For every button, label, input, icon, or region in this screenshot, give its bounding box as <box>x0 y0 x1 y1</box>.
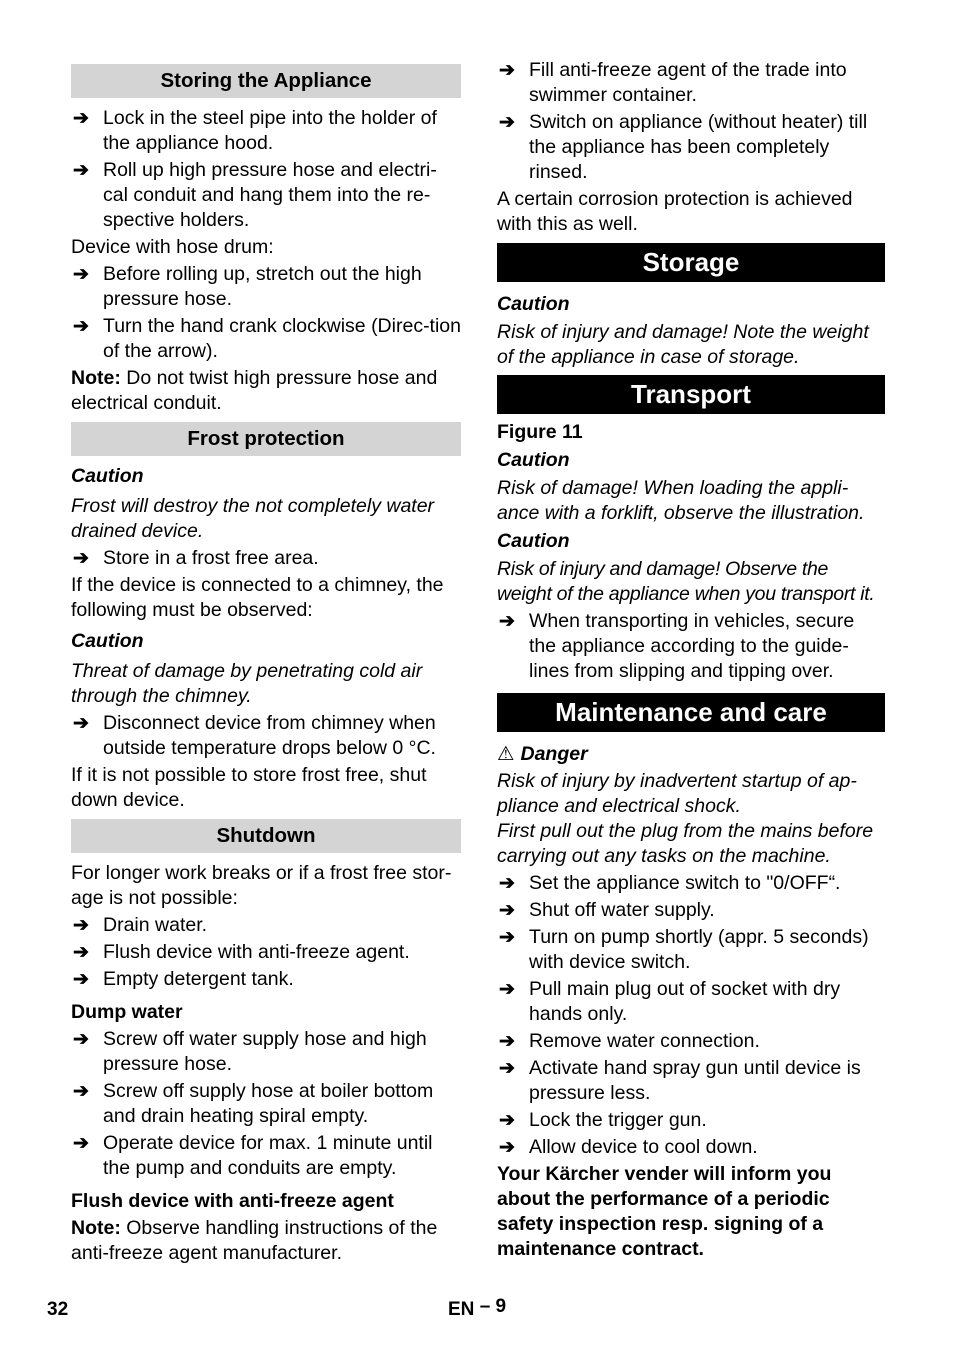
danger-text: Risk of injury by inadvertent startup of ap-pliance and electrical shock. <box>497 770 857 817</box>
section-heading-storing: Storing the Appliance <box>71 64 461 98</box>
arrow-icon: ➔ <box>499 1110 515 1131</box>
arrow-icon: ➔ <box>73 1081 89 1102</box>
list-item: ➔ Before rolling up, stretch out the high pressure hose. <box>73 263 422 310</box>
caution-text: Frost will destroy the not completely water drained device. <box>71 495 435 542</box>
arrow-icon: ➔ <box>73 969 89 990</box>
caution-label: Caution <box>497 293 570 315</box>
danger-heading: ⚠ Danger <box>497 743 588 765</box>
list-item: ➔ Activate hand spray gun until device is pressure less. <box>499 1057 861 1104</box>
hose-drum-label: Device with hose drum: <box>71 236 274 258</box>
body-text: If the device is connected to a chimney, the following must be observed: <box>71 574 444 621</box>
list-item: ➔ Switch on appliance (without heater) till the appliance has been completely rinsed. <box>499 111 868 183</box>
list-item: ➔ Roll up high pressure hose and electri-cal conduit and hang them into the re-spective holders. <box>73 159 437 231</box>
arrow-icon: ➔ <box>499 927 515 948</box>
subheading-dump-water: Dump water <box>71 1001 183 1023</box>
note-label: Note: <box>71 367 121 389</box>
page-number: 32 <box>47 1299 69 1320</box>
section-heading-shutdown: Shutdown <box>71 819 461 853</box>
note-paragraph: Note: Observe handling instructions of the anti-freeze agent manufacturer. <box>71 1217 438 1264</box>
list-item: ➔ Drain water. <box>73 914 208 936</box>
arrow-icon: ➔ <box>73 713 89 734</box>
danger-text: First pull out the plug from the mains before carrying out any tasks on the machine. <box>497 820 874 867</box>
note-label: Note: <box>71 1217 121 1239</box>
maintenance-notice: Your Kärcher vender will inform you about the performance of a periodic safety inspection resp. signing of a maintenance contract. <box>497 1163 832 1260</box>
list-item: ➔ Screw off supply hose at boiler bottom and drain heating spiral empty. <box>73 1080 434 1127</box>
list-item: ➔ Lock in the steel pipe into the holder of the appliance hood. <box>73 107 437 154</box>
arrow-icon: ➔ <box>499 1137 515 1158</box>
warning-icon: ⚠ <box>497 743 515 765</box>
caution-label: Caution <box>497 449 570 471</box>
list-item: ➔ Flush device with anti-freeze agent. <box>73 941 410 963</box>
section-heading-transport: Transport <box>497 375 885 414</box>
section-heading-frost: Frost protection <box>71 422 461 456</box>
list-item: ➔ Allow device to cool down. <box>499 1136 758 1158</box>
arrow-icon: ➔ <box>73 1029 89 1050</box>
body-text: For longer work breaks or if a frost free stor-age is not possible: <box>71 862 452 909</box>
list-item: ➔ Turn the hand crank clockwise (Direc-tion of the arrow). <box>73 315 461 362</box>
figure-label: Figure 11 <box>497 421 583 443</box>
list-item: ➔ Store in a frost free area. <box>73 547 319 569</box>
arrow-icon: ➔ <box>499 611 515 632</box>
caution-label: Caution <box>71 465 144 487</box>
arrow-icon: ➔ <box>499 873 515 894</box>
arrow-icon: ➔ <box>499 1058 515 1079</box>
section-heading-maintenance: Maintenance and care <box>497 693 885 732</box>
caution-text: Risk of damage! When loading the appli-ance with a forklift, observe the illustration. <box>497 477 865 524</box>
body-text: A certain corrosion protection is achieved with this as well. <box>497 188 853 235</box>
arrow-icon: ➔ <box>499 60 515 81</box>
list-item: ➔ Screw off water supply hose and high pressure hose. <box>73 1028 427 1075</box>
list-item: ➔ Empty detergent tank. <box>73 968 294 990</box>
list-item: ➔ Shut off water supply. <box>499 899 715 921</box>
arrow-icon: ➔ <box>73 160 89 181</box>
arrow-icon: ➔ <box>499 979 515 1000</box>
list-item: ➔ Operate device for max. 1 minute until the pump and conduits are empty. <box>73 1132 433 1179</box>
footer-lang: EN – 9 <box>448 1296 507 1320</box>
section-heading-storage: Storage <box>497 243 885 282</box>
arrow-icon: ➔ <box>499 112 515 133</box>
note-paragraph: Note: Do not twist high pressure hose and electrical conduit. <box>71 367 438 414</box>
body-text: If it is not possible to store frost free, shut down device. <box>71 764 427 811</box>
list-item: ➔ Turn on pump shortly (appr. 5 seconds) with device switch. <box>499 926 869 973</box>
list-item: ➔ Disconnect device from chimney when outside temperature drops below 0 °C. <box>73 712 436 759</box>
list-item: ➔ Lock the trigger gun. <box>499 1109 707 1131</box>
caution-text: Risk of injury and damage! Note the weight of the appliance in case of storage. <box>497 321 869 368</box>
arrow-icon: ➔ <box>73 316 89 337</box>
list-item: ➔ When transporting in vehicles, secure the appliance according to the guide-lines from slipping and tipping over. <box>499 610 855 682</box>
arrow-icon: ➔ <box>73 942 89 963</box>
arrow-icon: ➔ <box>73 1133 89 1154</box>
list-item: ➔ Fill anti-freeze agent of the trade into swimmer container. <box>499 59 847 106</box>
list-item: ➔ Set the appliance switch to "0/OFF“. <box>499 872 841 894</box>
arrow-icon: ➔ <box>499 1031 515 1052</box>
list-item: ➔ Pull main plug out of socket with dry hands only. <box>499 978 841 1025</box>
right-column <box>497 58 885 1264</box>
arrow-icon: ➔ <box>73 264 89 285</box>
caution-text: Threat of damage by penetrating cold air through the chimney. <box>71 660 423 707</box>
left-column <box>71 58 461 1268</box>
arrow-icon: ➔ <box>499 900 515 921</box>
caution-text: Risk of injury and damage! Observe the weight of the appliance when you transport it. <box>497 558 875 605</box>
arrow-icon: ➔ <box>73 108 89 129</box>
caution-label: Caution <box>497 530 570 552</box>
subheading-flush: Flush device with anti-freeze agent <box>71 1190 394 1212</box>
list-item: ➔ Remove water connection. <box>499 1030 760 1052</box>
arrow-icon: ➔ <box>73 548 89 569</box>
caution-label: Caution <box>71 630 144 652</box>
arrow-icon: ➔ <box>73 915 89 936</box>
